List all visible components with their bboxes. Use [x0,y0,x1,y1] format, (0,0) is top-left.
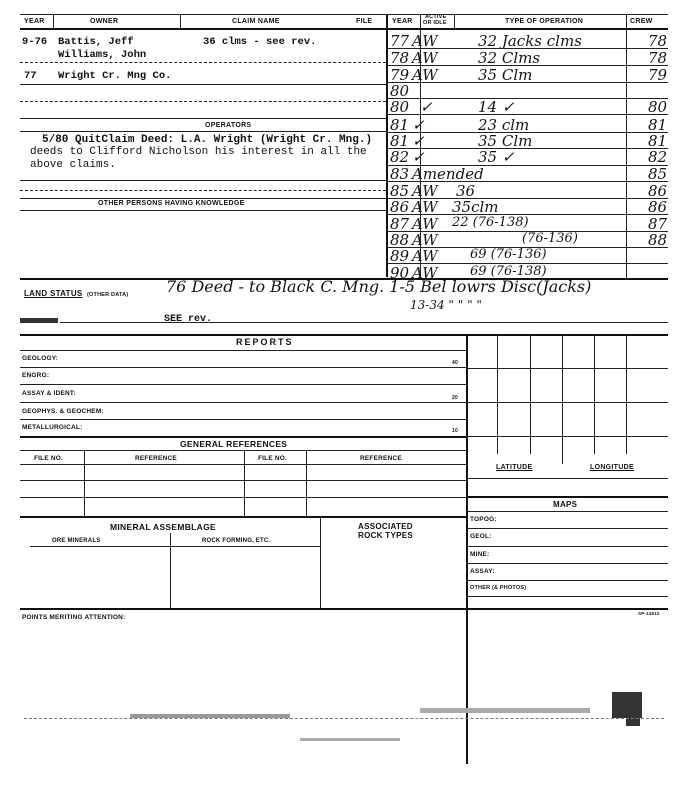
col-line [180,15,181,28]
activity-crew: 79 [648,66,668,84]
activity-status: ✓ [412,148,425,166]
report-label-assay: ASSAY & IDENT: [22,390,76,397]
activity-status: AW [412,231,438,249]
grid-line [562,334,563,464]
activity-year: 77 [390,32,410,50]
refs-rule [20,464,466,465]
land-status-sub: (OTHER DATA) [87,292,129,298]
mineral-col-line [170,533,171,608]
activity-year: 88 [390,231,410,249]
mineral-rule [30,546,320,547]
header-or-idle: OR IDLE [423,20,447,26]
knowledge-rule [20,198,386,199]
land-status-label [24,283,128,301]
reports-rule [20,384,466,385]
col-line [420,15,421,28]
refs-col-reference: REFERENCE [135,455,177,462]
activity-year: 83 [390,165,410,183]
header-year: YEAR [24,18,45,25]
scan-streak [130,714,290,718]
map-assay: ASSAY: [470,568,495,575]
refs-col-file-no-2: FILE NO. [258,455,288,462]
associated-label: ASSOCIATED [358,522,413,531]
reports-title: REPORTS [236,337,294,347]
form-number: SP-14612 [638,611,660,616]
owner-rule [20,101,386,102]
mineral-assemblage-title: MINERAL ASSEMBLAGE [110,522,216,532]
activity-type: 35clm [452,198,499,216]
scan-streak [300,738,400,741]
map-other: OTHER (& PHOTOS) [470,585,527,591]
operators-line: deeds to Clifford Nicholson his interest in all the [30,146,367,158]
land-status-title: LAND STATUS [24,289,83,298]
operators-rule [20,180,386,181]
activity-type: 22 (76-138) [452,215,529,230]
owner-year: 9-76 [22,36,48,48]
report-label-geophys: GEOPHYS. & GEOCHEM: [22,408,104,415]
owner-rule [20,118,386,119]
activity-status: AW [412,32,438,50]
header-crew: CREW [630,18,653,25]
header-file: FILE [356,18,373,25]
activity-col-line [420,28,421,278]
header-claim-name: CLAIM NAME [232,18,280,25]
owner-name: Williams, John [58,49,147,61]
report-num: 40 [452,360,458,366]
activity-crew: 86 [648,182,668,200]
activity-crew: 80 [648,98,668,116]
scan-blot [626,712,640,726]
activity-crew: 78 [648,49,668,67]
activity-type: 14 ✓ [478,98,515,116]
see-rev-text: SEE rev. [164,314,213,325]
col-line-main [386,15,388,277]
maps-rule [466,478,668,479]
activity-status: ✓ [412,116,425,134]
activity-type: 35 Clm [478,132,533,150]
maps-rule [466,546,668,547]
maps-rule [466,528,668,529]
activity-crew: 81 [648,132,668,150]
activity-type: 35 ✓ [478,148,515,166]
activity-type: Amended [412,165,484,183]
grid-line [466,368,668,369]
header-owner: OWNER [90,18,119,25]
activity-year: 86 [390,198,410,216]
claim-name: 36 clms - see rev. [203,36,317,48]
activity-status: AW [412,49,438,67]
activity-type: 35 Clm [478,66,533,84]
knowledge-label: OTHER PERSONS HAVING KNOWLEDGE [98,200,245,207]
col-line [53,15,54,28]
rock-forming-label: ROCK FORMING, ETC. [202,538,271,544]
scan-smudge [20,318,58,323]
owner-year: 77 [24,70,37,82]
land-rule [60,322,668,323]
activity-status: AW [412,66,438,84]
owner-rule [20,62,386,63]
activity-status: ✓ [420,98,433,116]
activity-type: 69 (76-136) [470,247,547,262]
maps-rule [466,596,668,597]
report-num: 10 [452,428,458,434]
reports-bottom-rule [20,436,466,438]
activity-year: 80 [390,82,410,100]
latitude-label: LATITUDE [496,464,533,471]
operators-label: OPERATORS [205,122,252,129]
land-status-handwritten-2: 13-34 " " " " [410,298,482,312]
maps-rule [466,496,668,498]
activity-year: 79 [390,66,410,84]
general-references-title: GENERAL REFERENCES [180,439,288,449]
activity-year: 78 [390,49,410,67]
operators-line: above claims. [30,159,116,171]
activity-type: 32 Jacks clms [478,32,582,50]
refs-col-file-no: FILE NO. [34,455,64,462]
activity-year: 80 [390,98,410,116]
col-line [454,15,455,28]
reports-rule [20,350,466,351]
mineral-col-line [320,518,321,608]
activity-year: 82 [390,148,410,166]
activity-crew: 85 [648,165,668,183]
rock-types-label: ROCK TYPES [358,531,414,540]
refs-rule [20,450,466,451]
report-label-metallurgical: METALLURGICAL: [22,424,83,431]
refs-col-line [306,450,307,516]
activity-year: 87 [390,215,410,233]
header-active: ACTIVE [425,14,447,20]
refs-rule [20,480,466,481]
activity-status: AW [412,264,438,282]
longitude-label: LONGITUDE [590,464,634,471]
report-num: 20 [452,395,458,401]
activity-type: 32 Clms [478,49,541,67]
activity-year: 81 [390,116,410,134]
activity-year: 89 [390,247,410,265]
operators-line: 5/80 QuitClaim Deed: L.A. Wright (Wright Cr. Mng.) [42,134,373,146]
activity-crew: 87 [648,215,668,233]
activity-crew: 82 [648,148,668,166]
activity-year: 81 [390,132,410,150]
activity-crew: 88 [648,231,668,249]
scan-streak [24,718,664,719]
reports-rule [20,419,466,420]
activity-year: 90 [390,264,410,282]
reports-top-rule [20,334,668,336]
activity-status: AW [412,198,438,216]
maps-rule [466,563,668,564]
header-year-2: YEAR [392,18,413,25]
report-label-engrg: ENGRG: [22,372,50,379]
top-rule [20,14,668,15]
land-status-handwritten: 76 Deed - to Black C. Mng. 1-5 Bel lowrs Disc(Jacks) [166,277,592,296]
knowledge-rule [20,210,386,211]
grid-line [466,402,668,403]
activity-col-line [626,28,627,278]
maps-rule [466,580,668,581]
activity-crew: 86 [648,198,668,216]
activity-type: (76-136) [522,231,578,246]
operators-rule [20,190,386,191]
reports-rule [20,367,466,368]
refs-col-line [244,450,245,516]
owner-rule [20,84,386,85]
operators-rule [20,131,386,132]
refs-bottom-rule [20,516,466,518]
header-type-of-operation: TYPE OF OPERATION [505,18,584,25]
maps-title: MAPS [553,500,578,509]
activity-year: 85 [390,182,410,200]
activity-status: AW [412,182,438,200]
activity-crew: 78 [648,32,668,50]
ore-minerals-label: ORE MINERALS [52,538,101,544]
activity-type: 36 [456,182,476,200]
activity-status: AW [412,215,438,233]
owner-name: Wright Cr. Mng Co. [58,70,172,82]
reports-divider [466,334,468,764]
refs-rule [20,497,466,498]
refs-col-reference-2: REFERENCE [360,455,402,462]
grid-line [466,436,668,437]
map-geol: GEOL: [470,533,492,540]
maps-rule [466,511,668,512]
reports-rule [20,402,466,403]
activity-type: 69 (76-138) [470,264,547,279]
refs-col-line [84,450,85,516]
mineral-bottom-rule [20,608,668,610]
map-mine: MINE: [470,551,490,558]
activity-status: AW [412,247,438,265]
report-label-geology: GEOLOGY: [22,355,59,362]
activity-type: 23 clm [478,116,530,134]
scan-streak [420,708,590,713]
map-topog: TOPOG: [470,516,497,523]
header-rule [20,28,668,30]
activity-crew: 81 [648,116,668,134]
col-line [626,15,627,28]
owner-name: Battis, Jeff [58,36,134,48]
points-meriting-attention-label: POINTS MERITING ATTENTION: [22,614,126,621]
activity-status: ✓ [412,132,425,150]
